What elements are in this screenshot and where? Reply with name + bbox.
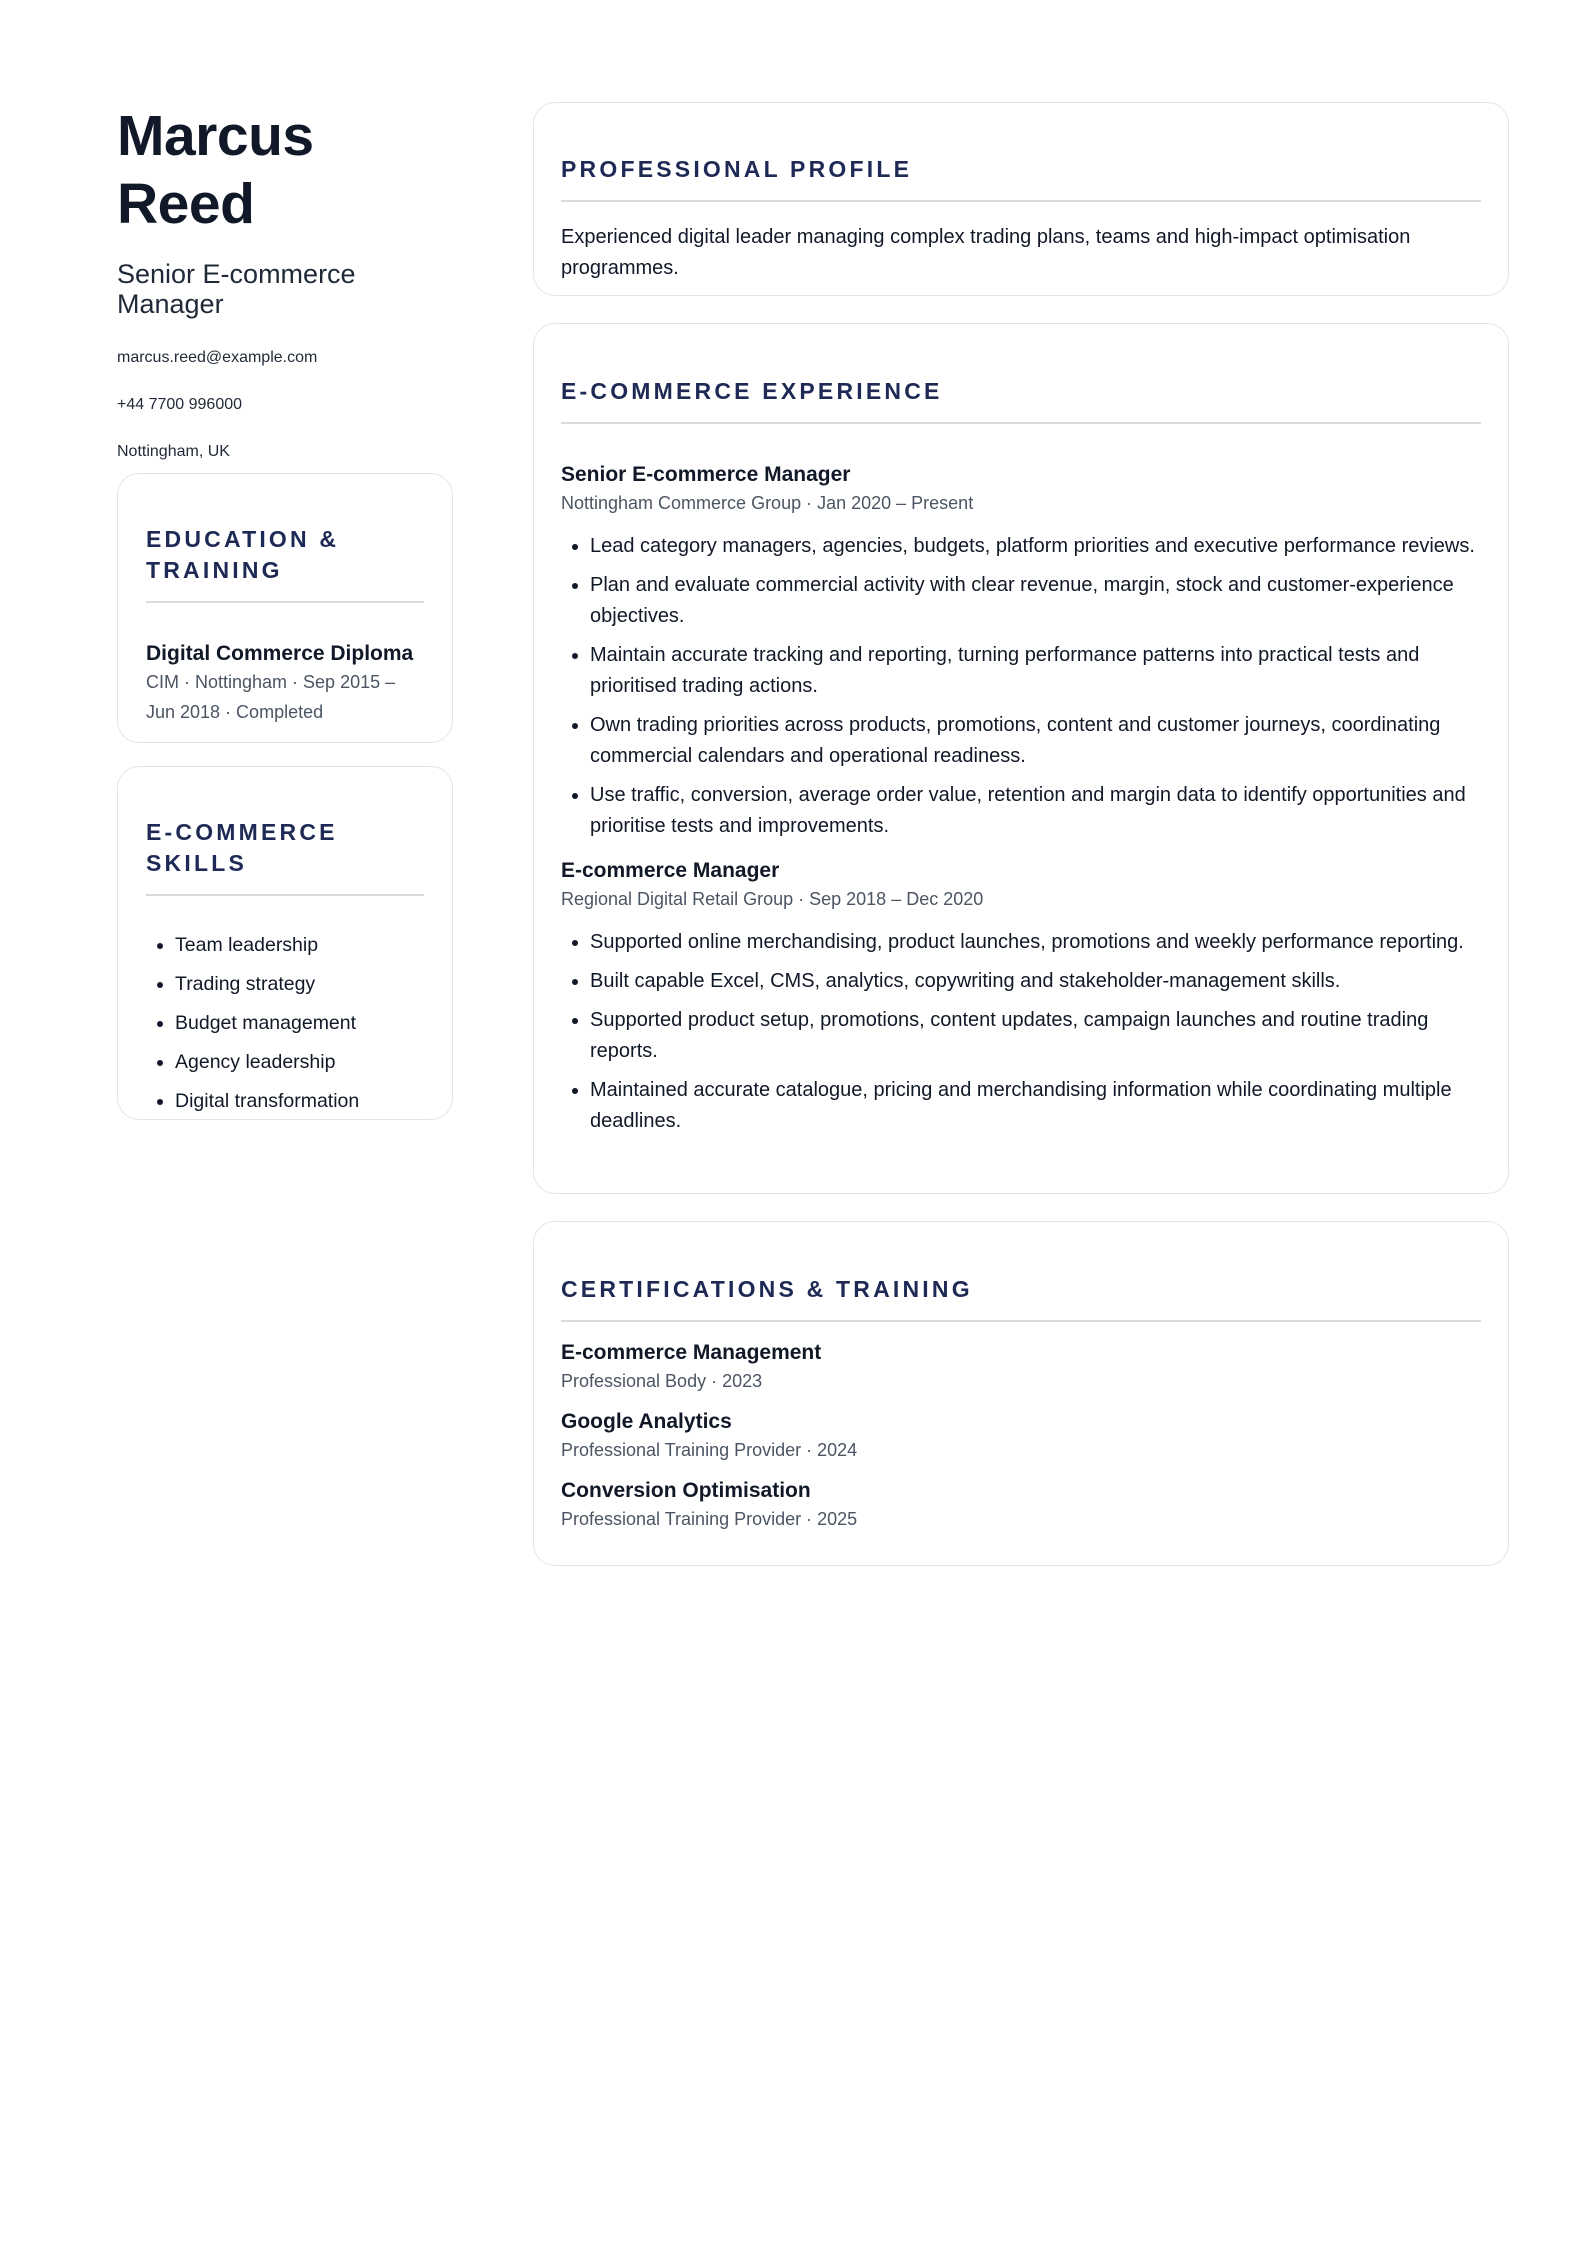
skills-card <box>117 766 453 1120</box>
job-title: Senior E-commerce Manager <box>561 463 851 486</box>
job-bullet: • Built capable Excel, CMS, analytics, copywriting and stakeholder-management skills. <box>590 966 1481 997</box>
sidebar-header <box>117 102 452 490</box>
certification-entry <box>561 1478 1481 1534</box>
education-entry <box>146 641 424 727</box>
experience-title: E-COMMERCE EXPERIENCE <box>561 376 1481 424</box>
education-entry-meta: CIM · Nottingham · Sep 2015 – Jun 2018 · Completed <box>146 672 396 722</box>
skill-item: • Team leadership <box>175 934 424 973</box>
job-bullet: • Lead category managers, agencies, budgets, platform priorities and executive performance reviews. <box>590 531 1481 562</box>
job-meta: Regional Digital Retail Group · Sep 2018 – Dec 2020 <box>561 889 984 909</box>
education-title: EDUCATION & TRAINING <box>146 524 424 603</box>
job-entry <box>561 858 1481 1137</box>
certification-meta: Professional Training Provider · 2024 <box>561 1440 858 1460</box>
skill-item: • Digital transformation <box>175 1090 424 1120</box>
certification-meta: Professional Body · 2023 <box>561 1371 763 1391</box>
skills-title: E-COMMERCE SKILLS <box>146 817 424 896</box>
certification-title: Google Analytics <box>561 1410 732 1433</box>
candidate-headline: Senior E-commerce Manager <box>117 258 356 319</box>
job-bullet: • Maintain accurate tracking and reporting, turning performance patterns into practical tests and prioritised trading actions. <box>590 640 1481 702</box>
contact-email[interactable]: marcus.reed@example.com <box>117 348 318 366</box>
education-card <box>117 473 453 743</box>
job-bullet: • Own trading priorities across products, promotions, content and customer journeys, coordinating commercial calendars and operational readiness. <box>590 710 1481 772</box>
skill-item: • Budget management <box>175 1012 424 1051</box>
job-entry <box>561 462 1481 842</box>
profile-text: Experienced digital leader managing complex trading plans, teams and high-impact optimisation programmes. <box>561 226 1411 279</box>
certification-title: E-commerce Management <box>561 1341 822 1364</box>
contact-list <box>117 349 452 490</box>
experience-card <box>533 323 1509 1194</box>
education-entry-title: Digital Commerce Diploma <box>146 642 414 665</box>
job-title: E-commerce Manager <box>561 859 780 882</box>
skill-item: • Trading strategy <box>175 973 424 1012</box>
contact-location: Nottingham, UK <box>117 442 230 460</box>
certification-title: Conversion Optimisation <box>561 1479 811 1502</box>
certifications-title: CERTIFICATIONS & TRAINING <box>561 1274 1481 1322</box>
candidate-name: Marcus Reed <box>117 104 314 237</box>
certification-entry <box>561 1340 1481 1396</box>
certification-entry <box>561 1409 1481 1465</box>
skill-item: • Agency leadership <box>175 1051 424 1090</box>
profile-title: PROFESSIONAL PROFILE <box>561 154 1481 202</box>
job-bullet: • Plan and evaluate commercial activity with clear revenue, margin, stock and customer-experience objectives. <box>590 570 1481 632</box>
job-bullets <box>561 531 1481 842</box>
contact-phone[interactable]: +44 7700 996000 <box>117 395 243 413</box>
job-bullet: • Supported online merchandising, product launches, promotions and weekly performance reporting. <box>590 927 1481 958</box>
certification-meta: Professional Training Provider · 2025 <box>561 1509 858 1529</box>
job-bullets <box>561 927 1481 1137</box>
profile-card <box>533 102 1509 296</box>
certifications-card <box>533 1221 1509 1566</box>
job-bullet: • Supported product setup, promotions, content updates, campaign launches and routine trading reports. <box>590 1005 1481 1067</box>
job-bullet: • Maintained accurate catalogue, pricing and merchandising information while coordinating multiple deadlines. <box>590 1075 1481 1137</box>
skills-list <box>146 934 424 1120</box>
job-bullet: • Use traffic, conversion, average order value, retention and margin data to identify opportunities and prioritise tests and improvements. <box>590 780 1481 842</box>
job-meta: Nottingham Commerce Group · Jan 2020 – Present <box>561 493 974 513</box>
